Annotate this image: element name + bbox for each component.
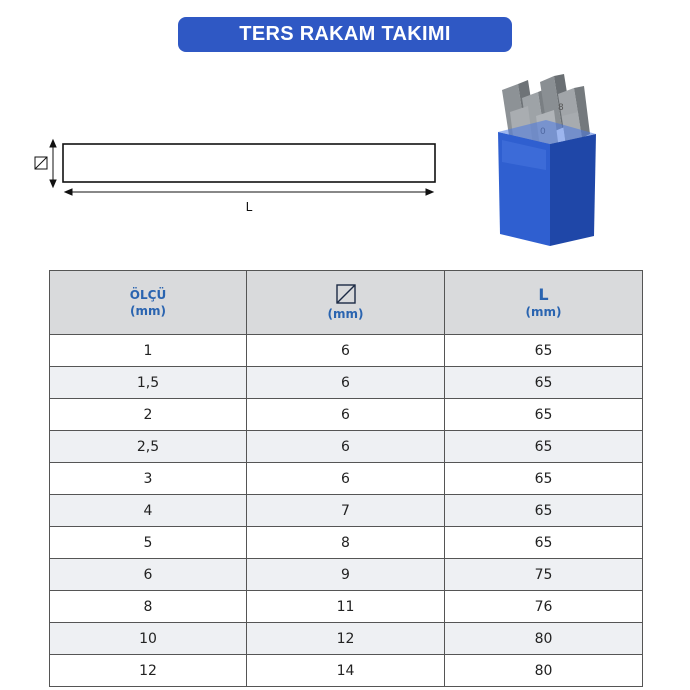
blue-case <box>498 120 596 246</box>
table-row <box>50 559 643 591</box>
header-length: L (mm) <box>445 271 643 335</box>
length-label: L <box>245 200 253 214</box>
cell-size: 5 <box>50 527 247 559</box>
cell-size: 2,5 <box>50 431 247 463</box>
cell-length: 80 <box>445 655 643 687</box>
stamp-dimension-diagram <box>0 0 460 230</box>
cell-length: 65 <box>445 431 643 463</box>
table-row <box>50 623 643 655</box>
length-dimension <box>65 189 433 195</box>
stamp-outline <box>63 144 435 182</box>
cell-diameter: 8 <box>247 527 445 559</box>
diameter-dimension <box>35 140 56 187</box>
page-title: TERS RAKAM TAKIMI <box>178 17 512 52</box>
cell-length: 65 <box>445 527 643 559</box>
cell-length: 65 <box>445 335 643 367</box>
cell-length: 75 <box>445 559 643 591</box>
diameter-icon <box>336 284 356 304</box>
cell-size: 10 <box>50 623 247 655</box>
cell-diameter: 14 <box>247 655 445 687</box>
cell-length: 65 <box>445 495 643 527</box>
cell-diameter: 6 <box>247 431 445 463</box>
table-row <box>50 463 643 495</box>
cell-size: 8 <box>50 591 247 623</box>
table-row <box>50 655 643 687</box>
table-header-row <box>50 271 643 335</box>
cell-size: 12 <box>50 655 247 687</box>
cell-size: 1,5 <box>50 367 247 399</box>
cell-size: 1 <box>50 335 247 367</box>
cell-diameter: 11 <box>247 591 445 623</box>
cell-length: 80 <box>445 623 643 655</box>
stamp-set-image <box>488 70 608 250</box>
table-row <box>50 335 643 367</box>
table-row <box>50 431 643 463</box>
svg-text:8: 8 <box>558 103 564 113</box>
cell-diameter: 6 <box>247 367 445 399</box>
table-row <box>50 399 643 431</box>
cell-length: 65 <box>445 399 643 431</box>
spec-table <box>49 270 643 687</box>
cell-length: 65 <box>445 367 643 399</box>
table-row <box>50 591 643 623</box>
cell-diameter: 6 <box>247 463 445 495</box>
header-size: ÖLÇÜ (mm) <box>50 271 247 335</box>
cell-diameter: 6 <box>247 335 445 367</box>
table-row <box>50 527 643 559</box>
table-row <box>50 367 643 399</box>
cell-diameter: 9 <box>247 559 445 591</box>
cell-diameter: 12 <box>247 623 445 655</box>
cell-size: 6 <box>50 559 247 591</box>
header-diameter: (mm) <box>247 271 445 335</box>
cell-size: 4 <box>50 495 247 527</box>
cell-size: 3 <box>50 463 247 495</box>
table-row <box>50 495 643 527</box>
cell-diameter: 6 <box>247 399 445 431</box>
cell-diameter: 7 <box>247 495 445 527</box>
cell-length: 65 <box>445 463 643 495</box>
cell-size: 2 <box>50 399 247 431</box>
cell-length: 76 <box>445 591 643 623</box>
